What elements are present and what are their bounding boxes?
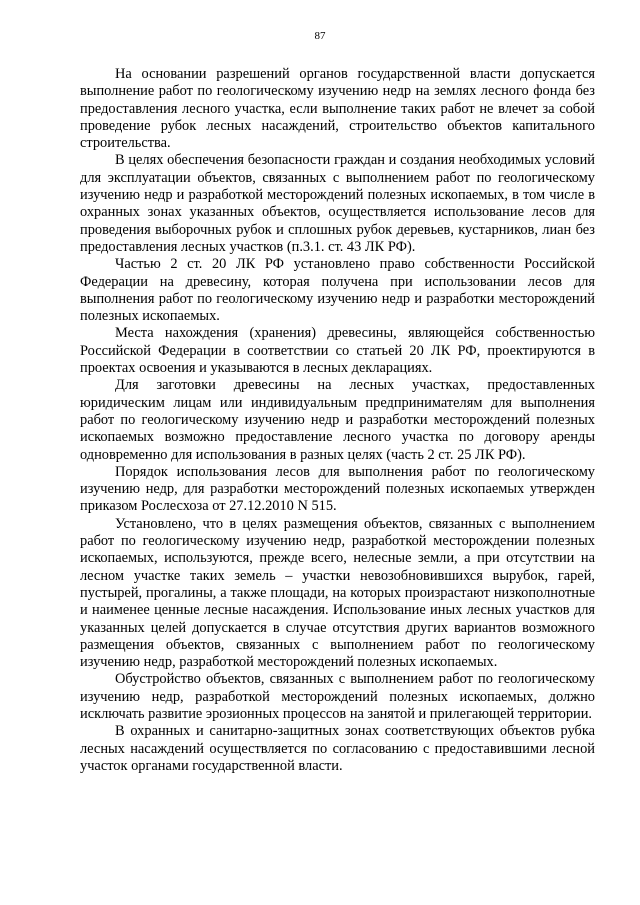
paragraph-safety-logging: В целях обеспечения безопасности граждан и создания необходимых условий для эксплуатации объектов, связанных с выполнением работ по геологическому изучению недр и разработкой месторождений полезных ископаемых, в том числе в охранных зонах указанных объектов, осуществляется использование лесов для проведения выборочных рубок и сплошных рубок деревьев, кустарников, лиан без предоставления лесных участков (п.3.1. ст. 43 ЛК РФ). — [80, 152, 595, 255]
paragraph-ownership-timber: Частью 2 ст. 20 ЛК РФ установлено право собственности Российской Федерации на древесину, которая получена при использовании лесов для выполнения работ по геологическому изучению недр и разработки месторождений полезных ископаемых. — [80, 256, 595, 325]
paragraph-timber-storage: Места нахождения (хранения) древесины, являющейся собственностью Российской Федерации в соответствии со статьей 20 ЛК РФ, проектируются в проектах освоения и указываются в лесных декларациях. — [80, 325, 595, 377]
page-number: 87 — [314, 30, 326, 42]
document-body — [80, 66, 595, 775]
paragraph-permits-geological-study: На основании разрешений органов государственной власти допускается выполнение работ по геологическому изучению недр на землях лесного фонда без предоставления лесного участка, если выполнение таких работ не влечет за собой проведение рубок лесных насаждений, строительство объектов капитального строительства. — [80, 66, 595, 152]
paragraph-rosleshoz-order: Порядок использования лесов для выполнения работ по геологическому изучению недр, для разработки месторождений полезных ископаемых утвержден приказом Рослесхоза от 27.12.2010 N 515. — [80, 463, 595, 515]
paragraph-protection-zones: В охранных и санитарно-защитных зонах соответствующих объектов рубка лесных насаждений осуществляется по согласованию с предоставившими лесной участок органами государственной власти. — [80, 723, 595, 774]
paragraph-site-placement: Установлено, что в целях размещения объектов, связанных с выполнением работ по геологическому изучению недр, разработкой месторождении полезных ископаемых, используются, прежде всего, нелесные земли, а при отсутствии на лесном участке таких земель – участки невозобновившихся вырубок, гарей, пустырей, прогалины, а также площади, на которых произрастают низкополнотные и наименее ценные лесные насаждения. Использование иных лесных участков для указанных целей допускается в случае отсутствия других вариантов возможного размещения объектов, связанных с выполнением работ по геологическому изучению недр, разработкой месторождений полезных ископаемых. — [80, 515, 595, 671]
paragraph-lease-harvesting: Для заготовки древесины на лесных участках, предоставленных юридическим лицам или индивидуальным предпринимателям для выполнения работ по геологическому изучению недр и разработки месторождений полезных ископаемых возможно предоставление лесного участка по договору аренды одновременно для использования в разных целях (часть 2 ст. 25 ЛК РФ). — [80, 377, 595, 463]
paragraph-erosion-prevention: Обустройство объектов, связанных с выполнением работ по геологическому изучению недр, разработкой месторождений полезных ископаемых, должно исключать развитие эрозионных процессов на занятой и прилегающей территории. — [80, 671, 595, 722]
